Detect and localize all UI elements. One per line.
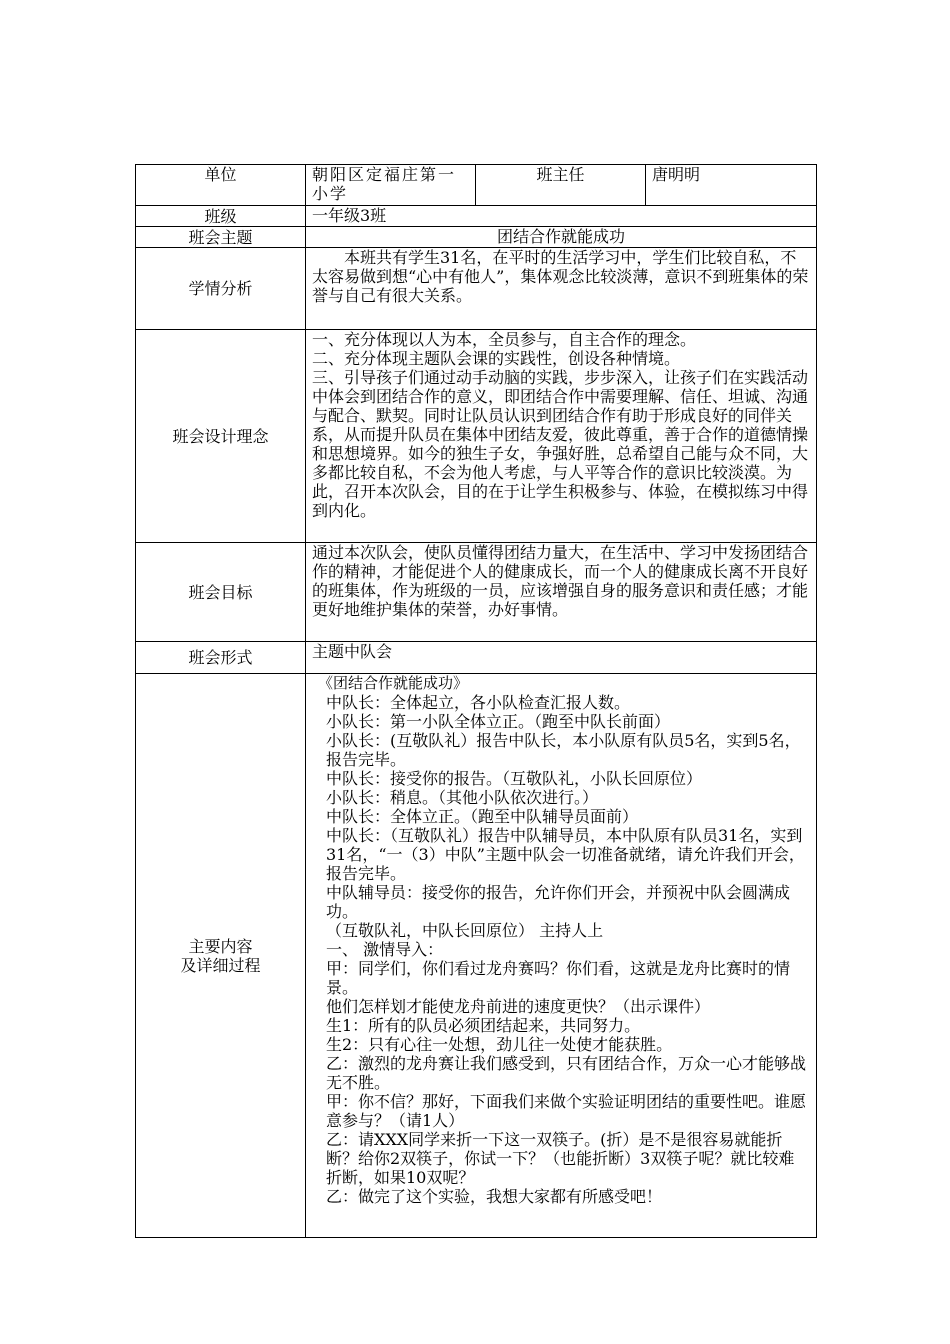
unit-value: 朝阳区定福庄第一小学 [306,165,476,206]
row-form [136,642,817,674]
process-line: 他们怎样划才能使龙舟前进的速度更快？（出示课件） [326,997,711,1016]
process-line: 乙：激烈的龙舟赛让我们感受到，只有团结合作，万众一心才能够战无不胜。 [326,1054,807,1092]
process-line: 乙：请XXX同学来折一下这一双筷子。(折）是不是很容易就能折断？给你2双筷子，你试一下？（也能折断）3双筷子呢？就比较难折断，如果10双呢？ [326,1130,795,1187]
form-value: 主题中队会 [306,642,817,674]
concept-label: 班会设计理念 [136,330,306,543]
process-line: 中队长：全体立正。（跑至中队辅导员面前） [326,807,639,826]
process-line: 小队长：(互敬队礼）报告中队长，本小队原有队员5名，实到5名，报告完毕。 [326,731,801,769]
process-label-line-1: 主要内容 [188,936,253,956]
process-label [136,674,306,1238]
process-line: 中队辅导员：接受你的报告，允许你们开会，并预祝中队会圆满成功。 [326,883,791,921]
process-line: 小队长：第一小队全体立正。（跑至中队长前面） [326,712,671,731]
concept-text [306,330,817,543]
process-line: 中队长：（互敬队礼）报告中队辅导员，本中队原有队员31名，实到31名，“一（3）中队”主题中队会一切准备就绪，请允许我们开会，报告完毕。 [326,826,805,883]
goal-label: 班会目标 [136,543,306,642]
row-theme [136,227,817,248]
teacher-value: 唐明明 [646,165,817,206]
theme-value: 团结合作就能成功 [306,227,817,248]
process-line: （互敬队礼，中队长回原位） 主持人上 [326,921,604,940]
row-process [136,674,817,1238]
row-analysis [136,248,817,330]
process-line: 一、 激情导入： [326,940,444,959]
process-line: 甲：同学们，你们看过龙舟赛吗？你们看，这就是龙舟比赛时的情景。 [326,959,791,997]
unit-label: 单位 [136,165,306,206]
concept-line: 三、引导孩子们通过动手动脑的实践，步步深入，让孩子们在实践活动中体会到团结合作的意义，即团结合作中需要理解、信任、坦诚、沟通与配合、默契。同时让队员认识到团结合作有助于形成良好的同伴关系，从而提升队员在集体中团结友爱，彼此尊重，善于合作的道德情操和思想境界。如今的独生子女，争强好胜，总希望自己能与众不同，大多都比较自私，不会为他人考虑，与人平等合作的意识比较淡漠。为此，召开本次队会，目的在于让学生积极参与、体验，在模拟练习中得到内化。 [312,368,809,520]
process-line: 小队长：稍息。（其他小队依次进行。） [326,788,599,807]
row-concept [136,330,817,543]
teacher-label: 班主任 [476,165,646,206]
goal-text: 通过本次队会，使队员懂得团结力量大，在生活中、学习中发扬团结合作的精神，才能促进个人的健康成长，而一个人的健康成长离不开良好的班集体，作为班级的一员，应该增强自身的服务意识和责任感；才能更好地维护集体的荣誉，办好事情。 [306,543,817,642]
class-label: 班级 [136,206,306,227]
process-line: 甲：你不信？那好，下面我们来做个实验证明团结的重要性吧。谁愿意参与？（请1人） [326,1092,807,1130]
process-line: 中队长：接受你的报告。（互敬队礼，小队长回原位） [326,769,703,788]
class-value: 一年级3班 [306,206,817,227]
process-line: 中队长：全体起立，各小队检查汇报人数。 [326,693,631,712]
row-goal [136,543,817,642]
row-unit [136,165,817,206]
analysis-label: 学情分析 [136,248,306,330]
process-line: 生1：所有的队员必须团结起来，共同努力。 [326,1016,641,1035]
process-line: 生2：只有心往一处想，劲儿往一处使才能获胜。 [326,1035,673,1054]
concept-line: 二、充分体现主题队会课的实践性，创设各种情境。 [312,349,681,368]
concept-line: 一、充分体现以人为本，全员参与，自主合作的理念。 [312,330,697,349]
process-title: 《团结合作就能成功》 [318,674,469,692]
process-line: 乙：做完了这个实验，我想大家都有所感受吧！ [326,1187,663,1206]
row-class [136,206,817,227]
class-meeting-plan-table [135,164,817,1238]
process-text [306,674,817,1238]
form-label: 班会形式 [136,642,306,674]
theme-label: 班会主题 [136,227,306,248]
analysis-text: 本班共有学生31名，在平时的生活学习中，学生们比较自私，不太容易做到想“心中有他人”，集体观念比较淡薄，意识不到班集体的荣誉与自己有很大关系。 [306,248,817,330]
process-label-line-2: 及详细过程 [180,955,261,975]
